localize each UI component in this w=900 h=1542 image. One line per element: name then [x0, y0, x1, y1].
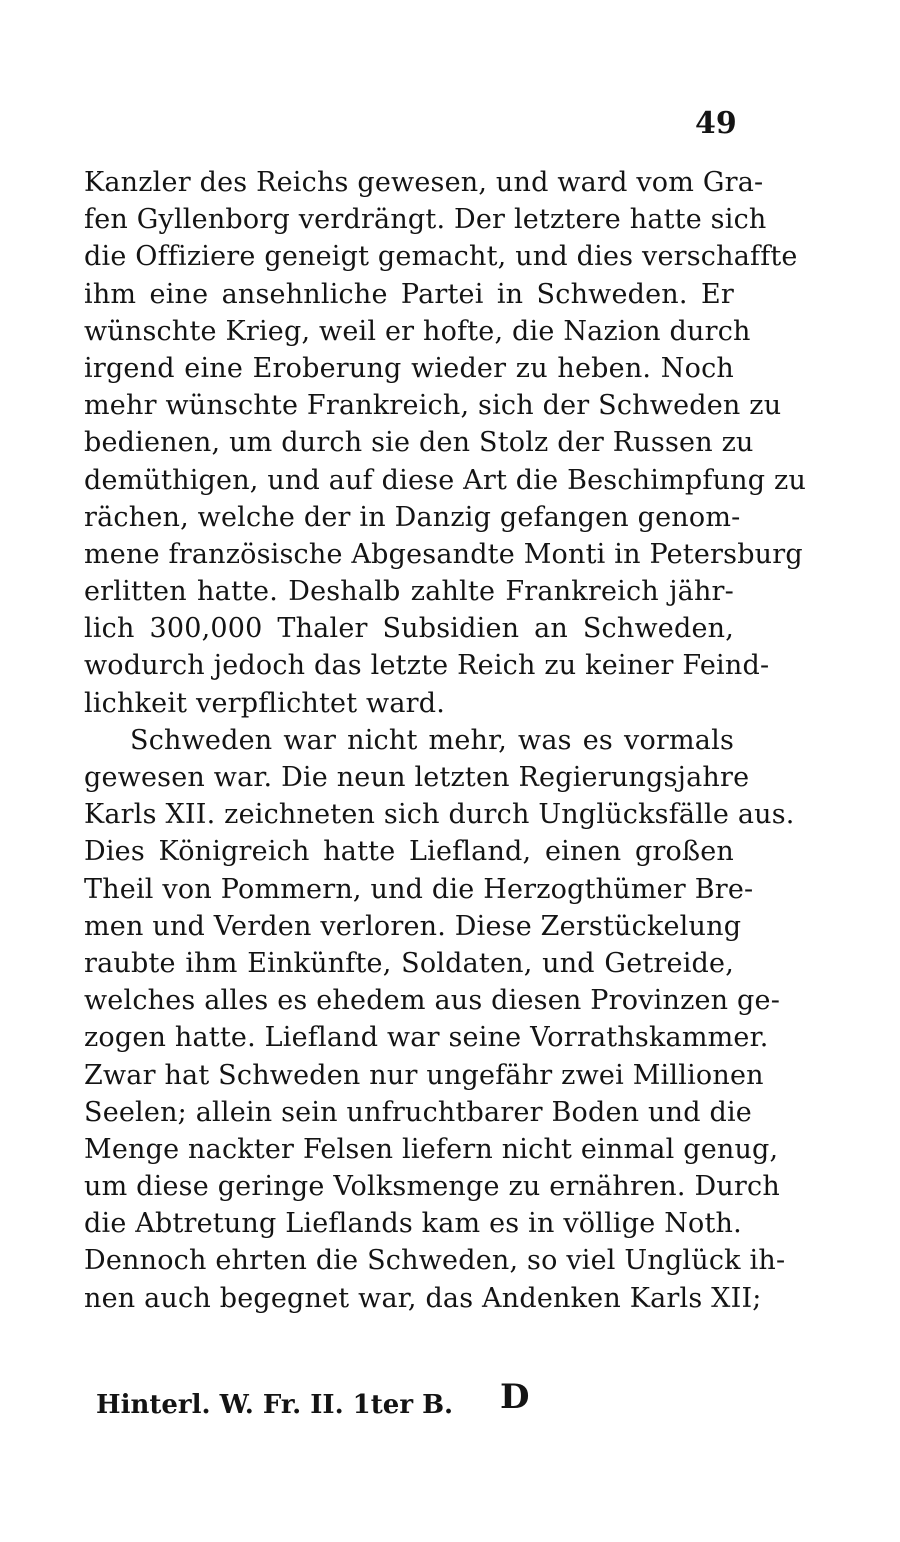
- text-line: Dennoch ehrten die Schweden, so viel Unglück ih-: [84, 1245, 786, 1277]
- text-line: raubte ihm Einkünfte, Soldaten, und Getreide,: [84, 947, 734, 979]
- text-line: mene französische Abgesandte Monti in Petersburg: [84, 538, 803, 570]
- text-line: Menge nackter Felsen liefern nicht einmal genug,: [84, 1133, 779, 1165]
- text-line: lichkeit verpflichtet ward.: [84, 687, 446, 719]
- text-line: Seelen; allein sein unfruchtbarer Boden und die: [84, 1096, 752, 1128]
- signature-note: Hinterl. W. Fr. II. 1ter B.: [96, 1390, 454, 1420]
- text-line: wünschte Krieg, weil er hofte, die Nazion durch: [84, 315, 751, 347]
- text-line: rächen, welche der in Danzig gefangen genom-: [84, 501, 741, 533]
- text-line: erlitten hatte. Deshalb zahlte Frankreich jähr-: [84, 576, 734, 608]
- text-line: die Abtretung Lieflands kam es in völlige Noth.: [84, 1208, 742, 1240]
- text-line: welches alles es ehedem aus diesen Provinzen ge-: [84, 985, 781, 1017]
- text-line: demüthigen, und auf diese Art die Beschimpfung zu: [84, 464, 807, 496]
- text-line: zogen hatte. Liefland war seine Vorrathskammer.: [84, 1022, 769, 1054]
- text-line: Schweden war nicht mehr, was es vormals: [130, 724, 734, 756]
- text-line: men und Verden verloren. Diese Zerstückelung: [84, 910, 742, 942]
- text-line: mehr wünschte Frankreich, sich der Schweden zu: [84, 390, 782, 422]
- text-line: Dies Königreich hatte Liefland, einen großen: [84, 836, 734, 868]
- text-line: wodurch jedoch das letzte Reich zu keiner Feind-: [84, 650, 770, 682]
- text-line: Kanzler des Reichs gewesen, und ward vom Gra-: [84, 167, 764, 198]
- text-line: irgend eine Eroberung wieder zu heben. Noch: [84, 352, 734, 384]
- text-line: gewesen war. Die neun letzten Regierungsjahre: [84, 762, 750, 793]
- signature-mark: D: [500, 1377, 530, 1417]
- text-line: Karls XII. zeichneten sich durch Unglücksfälle aus.: [84, 799, 795, 831]
- text-line: um diese geringe Volksmenge zu ernähren. Durch: [84, 1171, 780, 1203]
- text-line: lich 300,000 Thaler Subsidien an Schweden,: [84, 613, 734, 645]
- body-text: [84, 164, 807, 1317]
- text-line: Theil von Pommern, und die Herzogthümer Bre-: [84, 873, 754, 905]
- text-line: nen auch begegnet war, das Andenken Karls XII;: [84, 1282, 762, 1314]
- text-line: bedienen, um durch sie den Stolz der Russen zu: [84, 427, 754, 459]
- text-line: fen Gyllenborg verdrängt. Der letztere hatte sich: [84, 204, 767, 236]
- page-number: 49: [695, 106, 737, 141]
- text-line: Zwar hat Schweden nur ungefähr zwei Millionen: [84, 1059, 764, 1091]
- text-line: die Offiziere geneigt gemacht, und dies verschaffte: [84, 241, 798, 273]
- page-footer: [96, 1377, 546, 1425]
- text-line: ihm eine ansehnliche Partei in Schweden. Er: [84, 278, 734, 310]
